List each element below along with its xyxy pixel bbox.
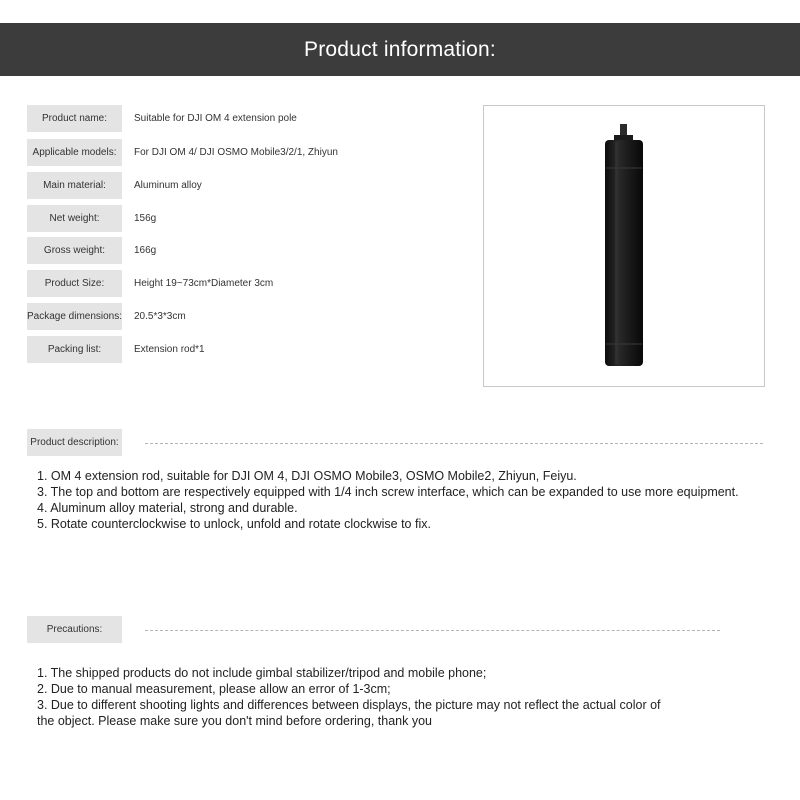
spec-value: Suitable for DJI OM 4 extension pole bbox=[134, 113, 297, 124]
product-image-frame bbox=[483, 105, 765, 387]
spec-label: Main material: bbox=[27, 172, 122, 199]
spec-value: 156g bbox=[134, 213, 157, 224]
spec-value: Height 19~73cm*Diameter 3cm bbox=[134, 278, 274, 289]
spec-value: 166g bbox=[134, 245, 157, 256]
precautions-text bbox=[37, 665, 661, 729]
spec-label: Product name: bbox=[27, 105, 122, 132]
spec-label: Net weight: bbox=[27, 205, 122, 232]
spec-label: Product Size: bbox=[27, 270, 122, 297]
section-label-description: Product description: bbox=[27, 429, 122, 456]
rod-body bbox=[605, 140, 643, 366]
description-line: 1. OM 4 extension rod, suitable for DJI OM 4, DJI OSMO Mobile3, OSMO Mobile2, Zhiyun, Feiyu. bbox=[37, 469, 577, 483]
rod-highlight bbox=[615, 142, 618, 364]
dashed-divider bbox=[145, 443, 763, 444]
spec-value: Aluminum alloy bbox=[134, 180, 202, 191]
spec-row-package-dimensions bbox=[27, 303, 186, 330]
page-title: Product information: bbox=[304, 37, 496, 61]
precaution-line: 3. Due to different shooting lights and differences between displays, the picture may not reflect the actual color of bbox=[37, 698, 661, 712]
description-line: 5. Rotate counterclockwise to unlock, unfold and rotate clockwise to fix. bbox=[37, 517, 431, 531]
spec-value: Extension rod*1 bbox=[134, 344, 205, 355]
dashed-divider bbox=[145, 630, 720, 631]
precaution-line: the object. Please make sure you don't mind before ordering, thank you bbox=[37, 714, 432, 728]
description-line: 3. The top and bottom are respectively equipped with 1/4 inch screw interface, which can be expanded to use more equipment. bbox=[37, 485, 739, 499]
extension-rod-image bbox=[484, 106, 764, 386]
description-text bbox=[37, 468, 739, 532]
spec-row-applicable-models bbox=[27, 139, 338, 166]
spec-row-product-name bbox=[27, 105, 297, 132]
page-header bbox=[0, 23, 800, 76]
spec-row-packing-list bbox=[27, 336, 205, 363]
spec-row-net-weight bbox=[27, 205, 156, 232]
section-label-precautions: Precautions: bbox=[27, 616, 122, 643]
spec-row-gross-weight bbox=[27, 237, 156, 264]
top-screw bbox=[620, 124, 627, 136]
precaution-line: 2. Due to manual measurement, please allow an error of 1-3cm; bbox=[37, 682, 391, 696]
spec-label: Package dimensions: bbox=[27, 303, 122, 330]
spec-value: 20.5*3*3cm bbox=[134, 311, 186, 322]
spec-row-main-material bbox=[27, 172, 202, 199]
spec-label: Applicable models: bbox=[27, 139, 122, 166]
description-line: 4. Aluminum alloy material, strong and durable. bbox=[37, 501, 298, 515]
precaution-line: 1. The shipped products do not include gimbal stabilizer/tripod and mobile phone; bbox=[37, 666, 487, 680]
spec-label: Gross weight: bbox=[27, 237, 122, 264]
spec-value: For DJI OM 4/ DJI OSMO Mobile3/2/1, Zhiyun bbox=[134, 147, 338, 158]
spec-label: Packing list: bbox=[27, 336, 122, 363]
spec-row-product-size bbox=[27, 270, 273, 297]
